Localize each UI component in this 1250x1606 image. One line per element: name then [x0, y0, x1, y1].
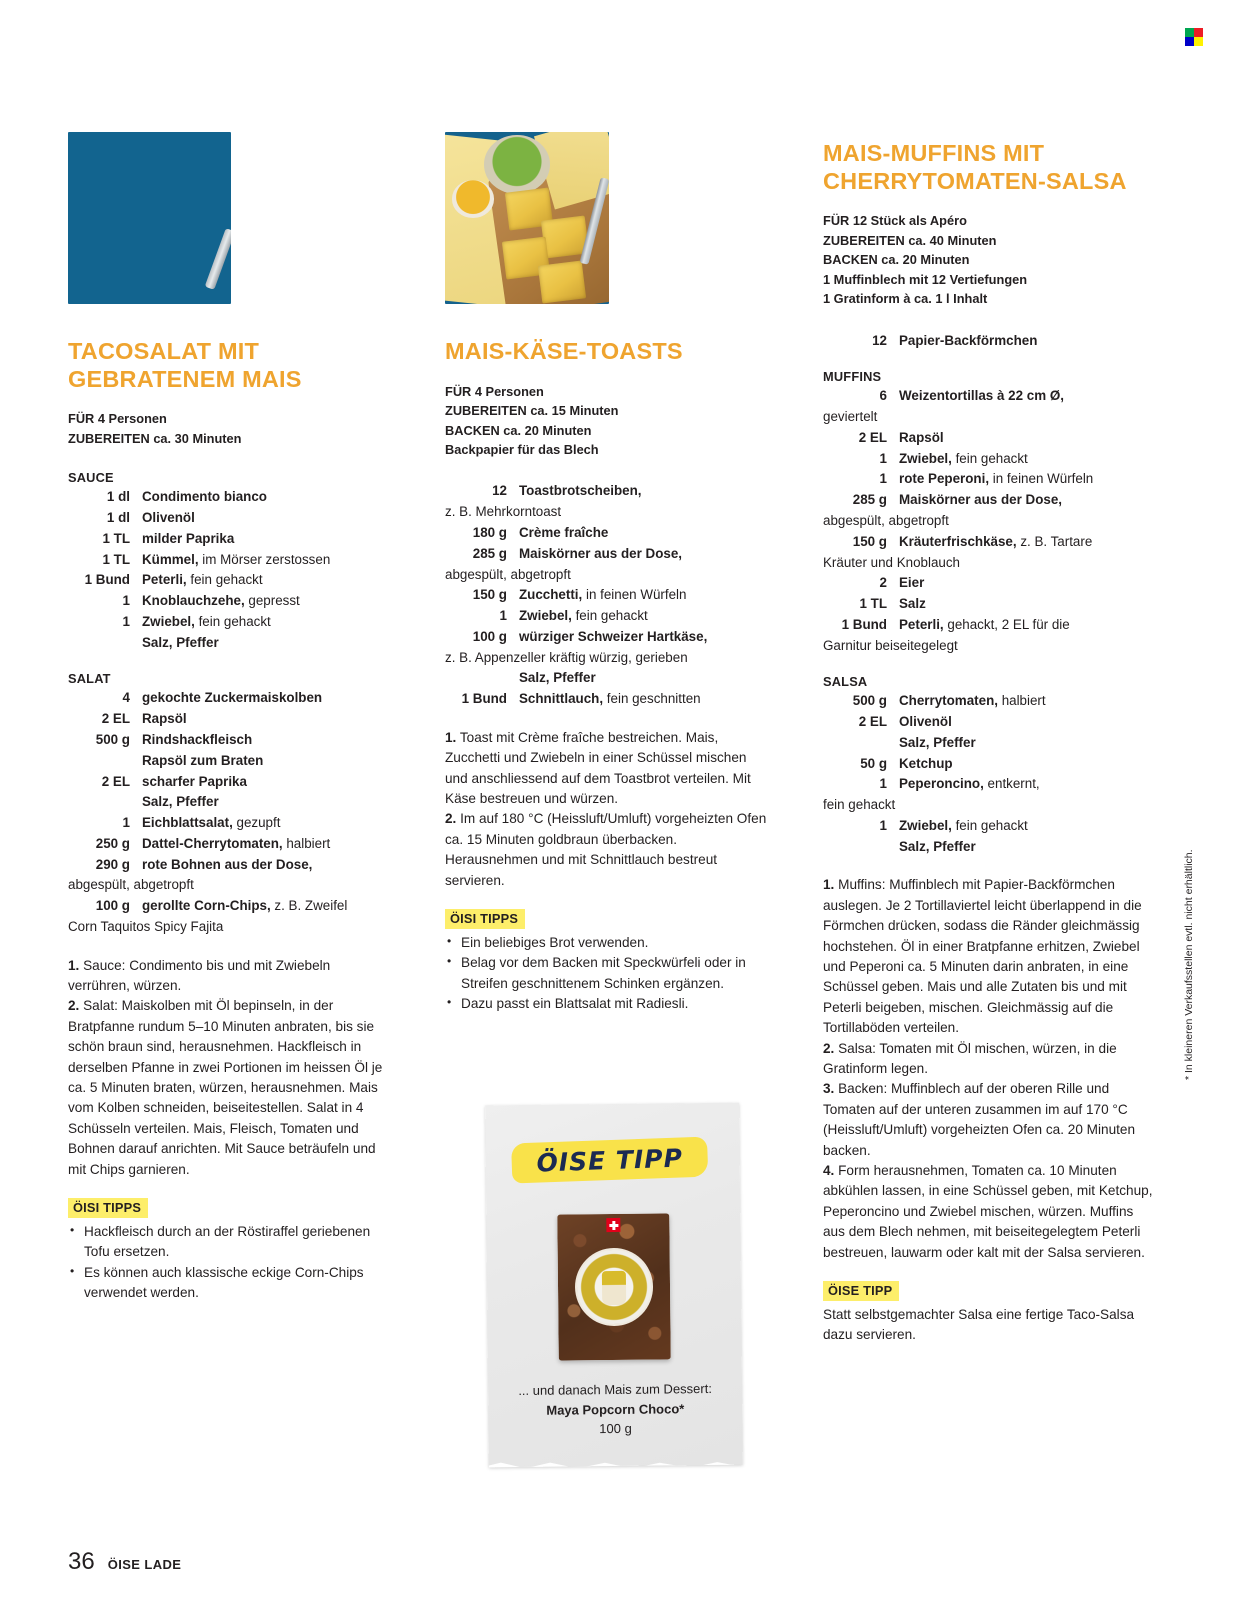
ingredient-row	[445, 544, 767, 565]
step-number: 4.	[823, 1162, 835, 1178]
ingredient-name-main: Knoblauchzehe,	[142, 593, 245, 609]
step-number: 1.	[445, 729, 457, 745]
ingredient-name-main: Peterli,	[899, 616, 944, 632]
ingredient-qty	[445, 668, 519, 689]
ingredient-row	[68, 896, 390, 917]
ingredient-row	[68, 487, 390, 508]
photo-corn-cup	[452, 180, 495, 218]
ingredient-row	[445, 668, 767, 689]
recipe-column-3	[823, 140, 1153, 1346]
ingredient-name: Maiskörner aus der Dose,	[519, 545, 682, 561]
maya-popcorn-logo	[575, 1248, 654, 1327]
ingredient-qty: 1	[879, 450, 887, 466]
ingredient-continuation: Kräuter und Knoblauch	[823, 554, 960, 570]
ingredient-note: z. B. Zweifel	[270, 898, 348, 914]
ingredient-note: halbiert	[282, 835, 331, 851]
ingredient-qty: 12	[492, 483, 507, 499]
photo-toast-piece	[538, 260, 587, 303]
ingredient-note: im Mörser zerstossen	[198, 551, 331, 567]
tips-list-mais-kaese-toasts	[445, 933, 767, 1015]
ingredient-qty: 1 TL	[859, 596, 887, 612]
ingredient-qty: 1	[122, 815, 130, 831]
ingredient-name: würziger Schweizer Hartkäse,	[519, 628, 708, 644]
ingredient-group-toasts	[445, 481, 767, 709]
ingredient-name	[142, 591, 300, 612]
ingredient-row	[823, 754, 1153, 775]
ingredient-row	[823, 774, 1153, 795]
mais-kaese-toasts-photo	[445, 132, 609, 304]
ingredient-qty: 150 g	[852, 533, 887, 549]
ingredient-note: in feinen Würfeln	[582, 587, 687, 603]
ingredient-qty	[823, 733, 899, 754]
ingredient-row	[445, 523, 767, 544]
product-weight: 100 g	[599, 1420, 632, 1437]
ingredient-qty: 180 g	[472, 525, 507, 540]
ingredient-name	[142, 896, 347, 917]
ingredient-qty: 1	[879, 471, 887, 487]
ingredient-name-main: Zwiebel,	[519, 608, 572, 624]
ingredient-qty: 250 g	[95, 835, 130, 851]
recipe-meta-mais-muffins	[823, 211, 1153, 308]
swiss-cross-icon	[606, 1218, 620, 1232]
ingredient-group-salsa	[823, 674, 1153, 857]
product-tip-card	[485, 1103, 743, 1468]
ingredient-row	[445, 606, 767, 627]
ingredient-name	[142, 570, 263, 591]
ingredient-qty: 150 g	[472, 587, 507, 603]
oise-tipp-banner-label: ÖISE TIPP	[536, 1142, 684, 1178]
ingredient-qty: 1	[879, 817, 887, 833]
ingredient-name	[899, 449, 1028, 470]
ingredient-name: Olivenöl	[142, 510, 195, 526]
step-number: 2.	[68, 998, 80, 1014]
ingredient-continuation: z. B. Appenzeller kräftig würzig, gerieben	[445, 649, 688, 665]
ingredient-qty	[823, 837, 899, 858]
recipe-step	[823, 1039, 1153, 1080]
ingredient-row	[823, 691, 1153, 712]
ingredient-name: scharfer Paprika	[142, 773, 247, 789]
recipe-steps-mais-muffins	[823, 875, 1153, 1262]
ingredient-name	[899, 469, 1093, 490]
step-number: 2.	[823, 1040, 835, 1056]
page-number: 36	[68, 1548, 95, 1575]
ingredient-qty: 285 g	[472, 545, 507, 561]
ingredient-row	[823, 573, 1153, 594]
ingredient-name: Olivenöl	[899, 714, 952, 730]
ingredient-name-main: Peterli,	[142, 572, 187, 588]
ingredient-row	[823, 615, 1153, 636]
ingredient-qty: 1 TL	[102, 530, 130, 546]
ingredient-name	[142, 612, 271, 633]
ingredient-qty: 1	[122, 613, 130, 629]
ingredient-row	[68, 772, 390, 793]
ingredient-name	[142, 550, 330, 571]
step-text: Form herausnehmen, Tomaten ca. 10 Minuten abkühlen lassen, in eine Schüssel geben, mit Ketchup, Peperoncino und Zwiebel mischen, würzen. Muffins aus dem Blech nehmen, mit beiseitegelegtem Peterli bestreuen, lauwarm oder kalt mit der Salsa servieren.	[823, 1162, 1153, 1260]
ingredient-name-main: Kümmel,	[142, 551, 199, 567]
oise-tipp-banner	[511, 1137, 708, 1184]
ingredient-name-main: gerollte Corn-Chips,	[142, 898, 271, 914]
ingredient-row	[823, 449, 1153, 470]
meta-line: ZUBEREITEN ca. 40 Minuten	[823, 232, 997, 248]
ingredient-qty: 500 g	[852, 693, 887, 709]
ingredient-row	[823, 428, 1153, 449]
ingredient-qty: 1 Bund	[84, 572, 130, 588]
tips-badge-mais-kaese-toasts: ÖISI TIPPS	[445, 909, 525, 929]
ingredient-name	[899, 816, 1028, 837]
ingredient-row	[823, 331, 1153, 352]
recipe-step	[68, 956, 390, 997]
tips-list-tacosalat	[68, 1222, 390, 1304]
step-text: Salsa: Tomaten mit Öl mischen, würzen, in die Gratinform legen.	[823, 1040, 1117, 1076]
popcorn-pack-image	[557, 1213, 671, 1360]
meta-line: 1 Muffinblech mit 12 Vertiefungen	[823, 271, 1028, 287]
ingredient-row	[68, 709, 390, 730]
reg-swatch-red	[1194, 28, 1203, 37]
ingredient-note: fein gehackt	[951, 450, 1028, 466]
ingredient-continuation: geviertelt	[823, 409, 878, 425]
recipe-title-mais-muffins: MAIS-MUFFINS MIT CHERRYTOMATEN-SALSA	[823, 140, 1127, 194]
ingredient-note: fein gehackt	[951, 817, 1028, 833]
ingredient-row	[823, 386, 1153, 407]
ingredient-qty: 500 g	[95, 731, 130, 747]
ingredient-group-salat	[68, 671, 390, 937]
ingredient-row	[823, 490, 1153, 511]
ingredient-qty	[68, 751, 142, 772]
step-text: Toast mit Crème fraîche bestreichen. Mais, Zucchetti und Zwiebeln in einer Schüssel mischen und anschliessend auf dem Toastbrot verteilen. Mit Käse bestreuen und würzen.	[445, 729, 751, 807]
tip-item: • Belag vor dem Backen mit Speckwürfeli oder in Streifen geschnittenem Schinken ergänzen.	[445, 953, 767, 994]
ingredient-name: Rapsöl zum Braten	[142, 752, 264, 768]
ingredient-row	[445, 481, 767, 502]
ingredient-continuation: abgespült, abgetropft	[68, 877, 194, 893]
ingredient-row	[68, 834, 390, 855]
meta-line: FÜR 4 Personen	[68, 411, 167, 427]
tips-badge-mais-muffins: ÖISE TIPP	[823, 1281, 899, 1301]
ingredient-name-main: Zwiebel,	[142, 613, 195, 629]
ingredient-row	[68, 591, 390, 612]
step-number: 2.	[445, 811, 457, 827]
ingredient-qty: 2 EL	[858, 429, 887, 445]
ingredient-row	[445, 689, 767, 710]
registration-color-mark	[1185, 28, 1203, 46]
page-footer	[68, 1548, 181, 1576]
ingredient-qty: 2 EL	[858, 714, 887, 730]
page-footer-label: ÖISE LADE	[107, 1557, 182, 1572]
tip-item: • Ein beliebiges Brot verwenden.	[445, 933, 767, 953]
meta-line: FÜR 4 Personen	[445, 383, 544, 399]
ingredient-name: Crème fraîche	[519, 525, 609, 540]
ingredient-note: halbiert	[997, 693, 1046, 709]
ingredient-row	[68, 570, 390, 591]
ingredient-name: Rapsöl	[142, 711, 187, 727]
ingredient-note: gezupft	[232, 815, 281, 831]
ingredient-name: Salz, Pfeffer	[519, 670, 596, 686]
ingredient-name-main: Peperoncino,	[899, 776, 984, 792]
ingredient-qty: 1	[879, 776, 887, 792]
step-text: Backen: Muffinblech auf der oberen Rille und Tomaten auf der unteren zusammen im auf 170 °C (Heissluft/Umluft) vorgeheizten Ofen ca. 20 Minuten backen.	[823, 1081, 1136, 1158]
ingredient-continuation: fein gehackt	[823, 797, 896, 813]
step-text: Salat: Maiskolben mit Öl bepinseln, in der Bratpfanne rundum 5–10 Minuten anbraten, bis sie schön braun sind, herausnehmen. Hackfleisch in derselben Pfanne in zwei Portionen im heissen Öl je ca. 5 Minuten braten, würzen, herausnehmen. Mais vom Kolben schneiden, beiseitestellen. Salat in 4 Schüsseln verteilen. Mais, Fleisch, Tomaten und Bohnen darauf anrichten. Mit Sauce beträufeln und mit Chips garnieren.	[68, 998, 383, 1177]
ingredient-note: gepresst	[244, 593, 300, 609]
ingredient-name: Papier-Backförmchen	[899, 332, 1038, 348]
ingredient-group-title: SALAT	[68, 671, 111, 687]
ingredient-qty: 1	[122, 593, 130, 609]
caption-line-1: ... und danach Mais zum Dessert:	[518, 1380, 712, 1399]
ingredient-name: Salz, Pfeffer	[899, 838, 976, 854]
ingredient-group-sauce	[68, 470, 390, 653]
ingredient-note: gehackt, 2 EL für die	[943, 616, 1070, 632]
ingredient-row	[68, 529, 390, 550]
ingredient-row	[68, 751, 390, 772]
ingredient-name: Salz, Pfeffer	[899, 734, 976, 750]
tip-item: • Es können auch klassische eckige Corn-Chips verwendet werden.	[68, 1263, 390, 1304]
ingredient-continuation: Garnitur beiseitegelegt	[823, 637, 958, 653]
tip-item: • Hackfleisch durch an der Röstiraffel geriebenen Tofu ersetzen.	[68, 1222, 390, 1263]
ingredient-name-main: Eichblattsalat,	[142, 815, 233, 831]
ingredient-row	[445, 585, 767, 606]
ingredient-qty: 1 Bund	[461, 691, 507, 707]
recipe-meta-tacosalat	[68, 409, 390, 448]
tip-item: • Dazu passt ein Blattsalat mit Radiesli.	[445, 994, 767, 1014]
ingredient-name-main: Zwiebel,	[899, 817, 952, 833]
recipe-column-2	[445, 0, 767, 1015]
ingredient-qty: 100 g	[95, 898, 130, 914]
ingredient-name: Rapsöl	[899, 429, 944, 445]
ingredient-name: Eier	[899, 575, 925, 591]
ingredient-name: gekochte Zuckermaiskolben	[142, 690, 323, 706]
step-text: Im auf 180 °C (Heissluft/Umluft) vorgeheizten Ofen ca. 15 Minuten goldbraun überbacken. Herausnehmen und mit Schnittlauch bestreut servieren.	[445, 811, 767, 888]
ingredient-qty: 4	[122, 690, 130, 706]
recipe-steps-mais-kaese-toasts	[445, 728, 767, 891]
meta-line: Backpapier für das Blech	[445, 442, 599, 458]
recipe-step	[823, 1079, 1153, 1161]
meta-line: 1 Gratinform à ca. 1 l Inhalt	[823, 291, 988, 307]
step-number: 3.	[823, 1081, 835, 1097]
recipe-step	[445, 809, 767, 891]
ingredient-row	[68, 612, 390, 633]
recipe-column-1	[68, 0, 390, 1303]
ingredient-qty: 285 g	[852, 492, 887, 508]
recipe-title-mais-kaese-toasts: MAIS-KÄSE-TOASTS	[445, 338, 683, 364]
recipe-step	[823, 875, 1153, 1038]
ingredient-name	[899, 774, 1040, 795]
ingredient-row	[823, 469, 1153, 490]
ingredient-name	[899, 615, 1070, 636]
ingredient-qty: 2 EL	[101, 773, 130, 789]
ingredient-qty: 1	[499, 608, 507, 624]
meta-line: ZUBEREITEN ca. 15 Minuten	[445, 403, 619, 419]
ingredient-row	[68, 813, 390, 834]
ingredient-note: fein geschnitten	[603, 691, 701, 707]
product-card-caption	[488, 1379, 743, 1440]
ingredient-name: Salz, Pfeffer	[142, 794, 219, 810]
ingredient-name-main: Kräuterfrischkäse,	[899, 533, 1017, 549]
ingredient-name: Toastbrotscheiben,	[519, 483, 642, 499]
reg-swatch-blue	[1185, 37, 1194, 46]
ingredient-row	[68, 730, 390, 751]
meta-line: BACKEN ca. 20 Minuten	[823, 252, 970, 268]
ingredient-row	[68, 633, 390, 654]
ingredient-continuation: abgespült, abgetropft	[445, 566, 571, 582]
ingredient-name	[519, 585, 686, 606]
ingredient-name-main: Schnittlauch,	[519, 691, 604, 707]
ingredient-row	[823, 837, 1153, 858]
photo-salad-bowl	[484, 135, 550, 193]
ingredient-name	[899, 691, 1046, 712]
ingredient-continuation: Corn Taquitos Spicy Fajita	[68, 918, 224, 934]
ingredient-row	[445, 627, 767, 648]
meta-line: ZUBEREITEN ca. 30 Minuten	[68, 430, 242, 446]
ingredient-continuation: abgespült, abgetropft	[823, 512, 949, 528]
ingredient-name-main: Zwiebel,	[899, 450, 952, 466]
recipe-step	[445, 728, 767, 810]
ingredient-qty: 2	[879, 575, 887, 591]
ingredient-row	[68, 550, 390, 571]
tacosalat-photo	[68, 132, 231, 304]
step-number: 1.	[823, 877, 835, 893]
ingredient-name: milder Paprika	[142, 530, 235, 546]
ingredient-name-main: Zucchetti,	[519, 587, 583, 603]
side-footnote: * In kleineren Verkaufsstellen evtl. nicht erhältlich.	[1183, 849, 1195, 1080]
ingredient-row	[823, 594, 1153, 615]
ingredient-group-title: MUFFINS	[823, 369, 882, 385]
ingredient-qty: 1 dl	[106, 510, 130, 526]
ingredient-name	[519, 606, 648, 627]
ingredient-name: Weizentortillas à 22 cm Ø,	[899, 388, 1064, 404]
ingredient-name-main: Dattel-Cherrytomaten,	[142, 835, 283, 851]
ingredient-qty: 100 g	[472, 628, 507, 644]
ingredient-name-main: Cherrytomaten,	[899, 693, 998, 709]
ingredient-note: fein gehackt	[571, 608, 648, 624]
ingredient-name	[142, 834, 330, 855]
ingredient-qty	[68, 792, 142, 813]
ingredient-qty: 6	[879, 388, 887, 404]
ingredient-qty: 290 g	[95, 856, 130, 872]
ingredient-name	[142, 813, 280, 834]
ingredient-qty: 1 dl	[106, 489, 130, 505]
ingredient-row	[68, 688, 390, 709]
ingredient-note: fein gehackt	[186, 572, 263, 588]
ingredient-name-main: rote Peperoni,	[899, 471, 990, 487]
ingredient-row	[823, 733, 1153, 754]
ingredient-group-base	[823, 331, 1153, 352]
ingredient-qty: 2 EL	[101, 711, 130, 727]
product-name: Maya Popcorn Choco*	[546, 1400, 685, 1418]
ingredient-group-muffins	[823, 369, 1153, 656]
ingredient-qty: 50 g	[860, 755, 887, 771]
ingredient-note: fein gehackt	[194, 613, 271, 629]
ingredient-qty: 12	[872, 332, 887, 348]
ingredient-group-title: SAUCE	[68, 470, 114, 486]
meta-line: BACKEN ca. 20 Minuten	[445, 422, 592, 438]
ingredient-name	[519, 689, 701, 710]
ingredient-name: Salz	[899, 596, 926, 612]
recipe-step	[823, 1161, 1153, 1263]
recipe-title-tacosalat: TACOSALAT MIT GEBRATENEM MAIS	[68, 338, 302, 392]
ingredient-note: z. B. Tartare	[1016, 533, 1093, 549]
step-number: 1.	[68, 957, 80, 973]
tip-text-mais-muffins: Statt selbstgemachter Salsa eine fertige Taco-Salsa dazu servieren.	[823, 1306, 1135, 1343]
ingredient-continuation: z. B. Mehrkorntoast	[445, 504, 562, 520]
ingredient-note: in feinen Würfeln	[989, 471, 1094, 487]
ingredient-name: rote Bohnen aus der Dose,	[142, 856, 313, 872]
reg-swatch-yellow	[1194, 37, 1203, 46]
recipe-meta-mais-kaese-toasts	[445, 382, 767, 460]
ingredient-row	[68, 792, 390, 813]
recipe-step	[68, 996, 390, 1180]
ingredient-qty	[68, 633, 142, 654]
ingredient-qty: 1 TL	[102, 551, 130, 567]
ingredient-note: entkernt,	[983, 776, 1040, 792]
ingredient-name: Ketchup	[899, 755, 953, 771]
ingredient-row	[68, 855, 390, 876]
ingredient-row	[823, 532, 1153, 553]
ingredient-qty: 1 Bund	[841, 616, 887, 632]
ingredient-row	[68, 508, 390, 529]
ingredient-name	[899, 532, 1092, 553]
tips-badge-tacosalat: ÖISI TIPPS	[68, 1198, 148, 1218]
ingredient-name: Maiskörner aus der Dose,	[899, 492, 1062, 508]
step-text: Sauce: Condimento bis und mit Zwiebeln verrühren, würzen.	[68, 957, 331, 994]
ingredient-group-title: SALSA	[823, 674, 868, 690]
recipe-steps-tacosalat	[68, 956, 390, 1180]
meta-line: FÜR 12 Stück als Apéro	[823, 213, 967, 229]
ingredient-name: Rindshackfleisch	[142, 731, 253, 747]
ingredient-row	[823, 816, 1153, 837]
reg-swatch-green	[1185, 28, 1194, 37]
step-text: Muffins: Muffinblech mit Papier-Backförmchen auslegen. Je 2 Tortillaviertel leicht überlappend in die Förmchen drücken, sodass die Ränder gleichmässig hochstehen. Öl in einer Bratpfanne erhitzen, Zwiebel und Peperoni ca. 5 Minuten darin anbraten, in eine Schüssel geben. Mais und alle Zutaten bis und mit Peterli beigeben, mischen. Gleichmässig auf die Tortillaböden verteilen.	[823, 877, 1142, 1036]
ingredient-row	[823, 712, 1153, 733]
ingredient-name: Condimento bianco	[142, 489, 267, 505]
ingredient-name: Salz, Pfeffer	[142, 634, 219, 650]
